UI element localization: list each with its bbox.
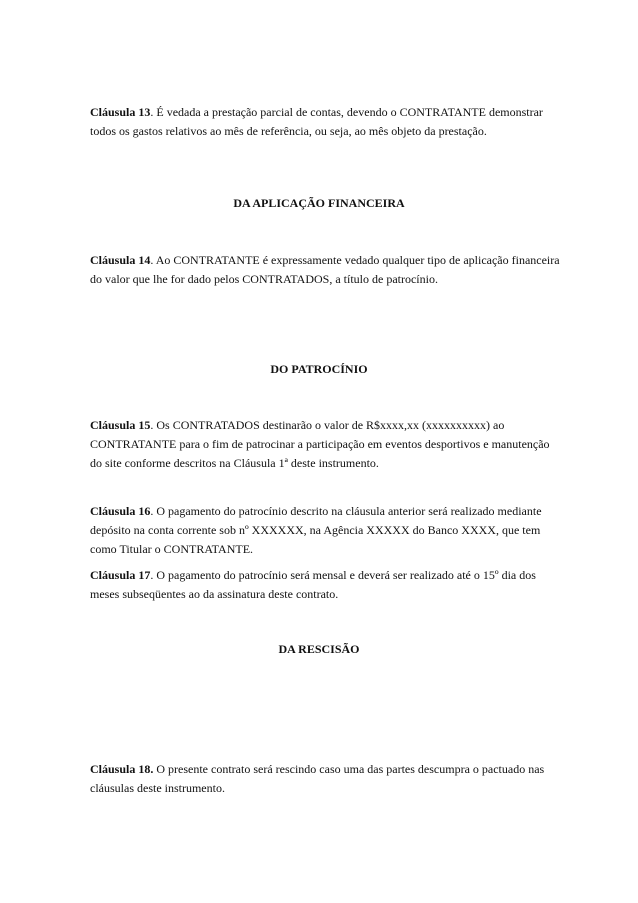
clause-16: [90, 502, 560, 559]
clause-15-text: . Os CONTRATADOS destinarão o valor de R$xxxx,xx (xxxxxxxxxx) ao CONTRATANTE para o fim de patrocinar a participação em eventos desportivos e manutenção do site conforme descritos na Cláusula 1ª deste instrumento.: [90, 418, 550, 470]
clause-17-text: . O pagamento do patrocínio será mensal e deverá ser realizado até o 15º dia dos meses subseqüentes ao da assinatura deste contrato.: [90, 568, 536, 601]
clause-13: [90, 103, 560, 141]
clause-15: [90, 416, 560, 473]
clause-16-label: Cláusula 16: [90, 504, 151, 518]
clause-13-label: Cláusula 13: [90, 105, 151, 119]
clause-18: [90, 760, 560, 798]
clause-18-text: O presente contrato será rescindo caso uma das partes descumpra o pactuado nas cláusulas deste instrumento.: [90, 762, 545, 795]
heading-patrocinio: DO PATROCÍNIO: [270, 362, 368, 376]
heading-aplicacao-financeira: DA APLICAÇÃO FINANCEIRA: [233, 196, 405, 210]
clause-17-label: Cláusula 17: [90, 568, 151, 582]
clause-13-text: . É vedada a prestação parcial de contas, devendo o CONTRATANTE demonstrar todos os gastos relativos ao mês de referência, ou seja, ao mês objeto da prestação.: [90, 105, 543, 138]
heading-rescisao: DA RESCISÃO: [278, 642, 360, 656]
clause-14-label: Cláusula 14: [90, 253, 151, 267]
clause-14-text: . Ao CONTRATANTE é expressamente vedado qualquer tipo de aplicação financeira do valor que lhe for dado pelos CONTRATADOS, a título de patrocínio.: [90, 253, 560, 286]
clause-18-label: Cláusula 18.: [90, 762, 154, 776]
clause-16-text: . O pagamento do patrocínio descrito na cláusula anterior será realizado mediante depósito na conta corrente sob nº XXXXXX, na Agência XXXXX do Banco XXXX, que tem como Titular o CONTRATANTE.: [90, 504, 542, 556]
clause-17: [90, 566, 560, 604]
clause-14: [90, 251, 560, 289]
clause-15-label: Cláusula 15: [90, 418, 151, 432]
